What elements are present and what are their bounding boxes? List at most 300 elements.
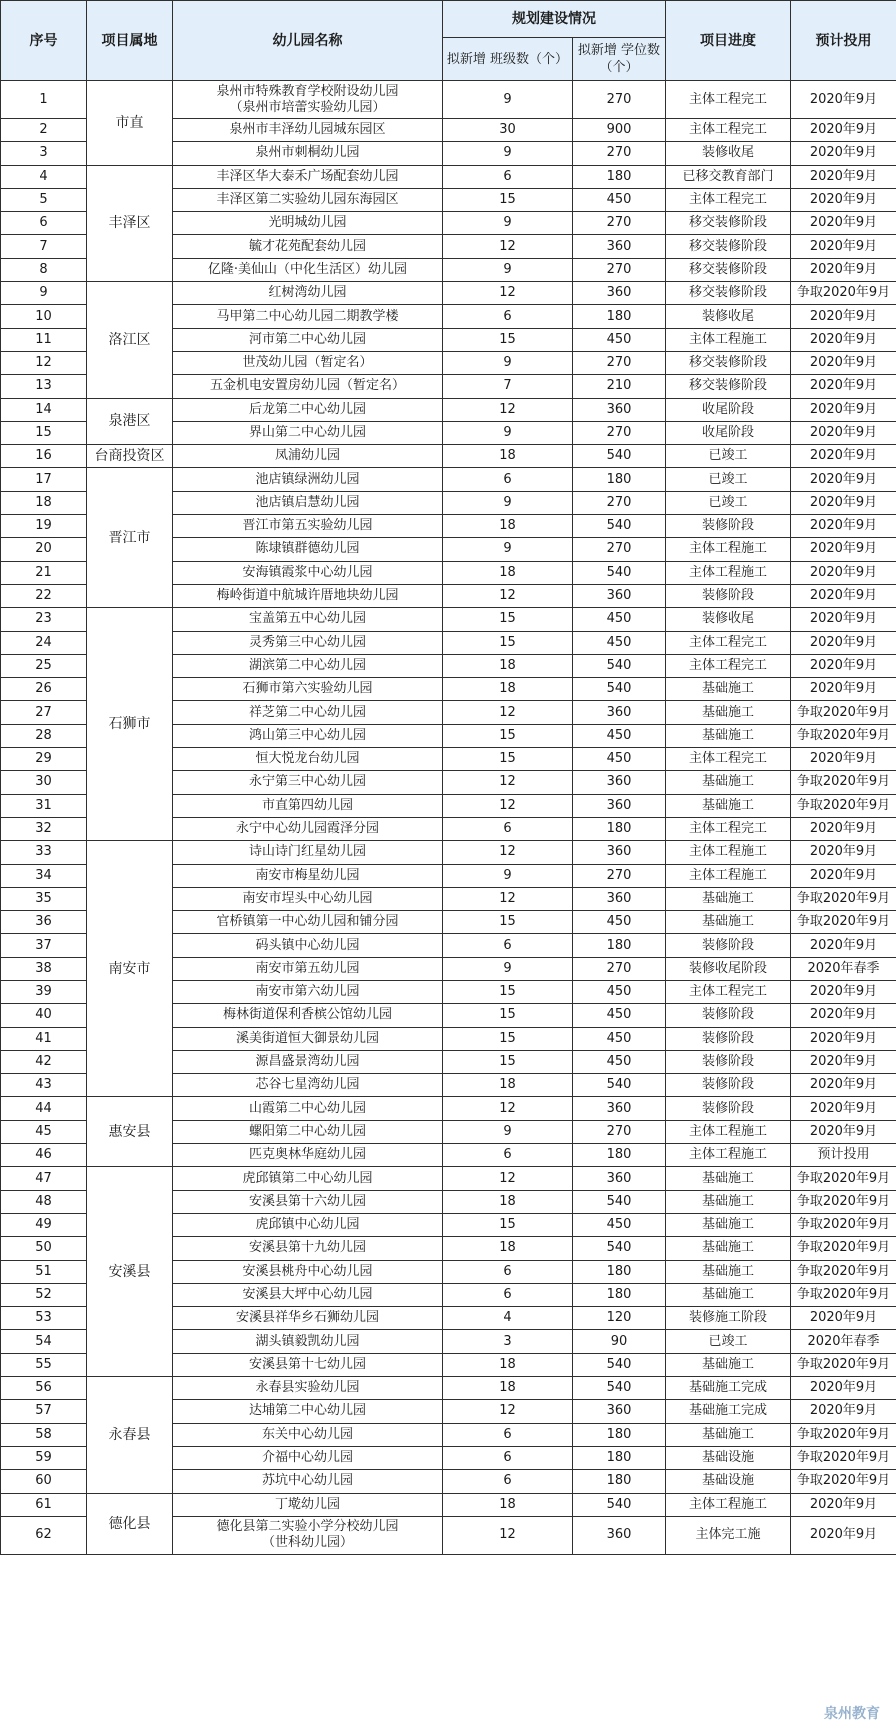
row-number: 32 xyxy=(1,817,87,840)
class-count: 15 xyxy=(443,328,573,351)
kindergarten-name: 山霞第二中心幼儿园 xyxy=(173,1097,443,1120)
seat-count: 270 xyxy=(573,258,666,281)
class-count: 6 xyxy=(443,934,573,957)
region-cell: 石狮市 xyxy=(87,608,173,841)
seat-count: 120 xyxy=(573,1307,666,1330)
kindergarten-name: 石狮市第六实验幼儿园 xyxy=(173,678,443,701)
seat-count: 180 xyxy=(573,934,666,957)
project-progress: 主体工程完工 xyxy=(666,188,791,211)
expected-date: 2020年9月 xyxy=(791,119,896,142)
project-progress: 主体工程完工 xyxy=(666,980,791,1003)
kindergarten-name: 安溪县大坪中心幼儿园 xyxy=(173,1283,443,1306)
kindergarten-name: 陈埭镇群德幼儿园 xyxy=(173,538,443,561)
row-number: 9 xyxy=(1,282,87,305)
seat-count: 900 xyxy=(573,119,666,142)
class-count: 18 xyxy=(443,561,573,584)
project-progress: 基础施工 xyxy=(666,1167,791,1190)
project-progress: 基础施工完成 xyxy=(666,1377,791,1400)
project-progress: 基础施工 xyxy=(666,1283,791,1306)
seat-count: 360 xyxy=(573,282,666,305)
region-cell: 洛江区 xyxy=(87,282,173,398)
class-count: 15 xyxy=(443,631,573,654)
expected-date: 争取2020年9月 xyxy=(791,1190,896,1213)
kindergarten-name: 界山第二中心幼儿园 xyxy=(173,421,443,444)
kindergarten-name: 南安市第五幼儿园 xyxy=(173,957,443,980)
expected-date: 争取2020年9月 xyxy=(791,1423,896,1446)
class-count: 12 xyxy=(443,1400,573,1423)
project-progress: 装修阶段 xyxy=(666,515,791,538)
project-progress: 移交装修阶段 xyxy=(666,258,791,281)
kindergarten-name: 南安市梅星幼儿园 xyxy=(173,864,443,887)
project-progress: 装修阶段 xyxy=(666,1074,791,1097)
project-progress: 装修收尾 xyxy=(666,305,791,328)
seat-count: 270 xyxy=(573,1120,666,1143)
expected-date: 2020年9月 xyxy=(791,934,896,957)
expected-date: 2020年9月 xyxy=(791,421,896,444)
class-count: 12 xyxy=(443,841,573,864)
project-progress: 主体工程完工 xyxy=(666,119,791,142)
kindergarten-name: 马甲第二中心幼儿园二期教学楼 xyxy=(173,305,443,328)
project-progress: 基础施工 xyxy=(666,911,791,934)
project-progress: 已竣工 xyxy=(666,1330,791,1353)
row-number: 52 xyxy=(1,1283,87,1306)
class-count: 12 xyxy=(443,1167,573,1190)
row-number: 53 xyxy=(1,1307,87,1330)
kindergarten-name: 五金机电安置房幼儿园（暂定名） xyxy=(173,375,443,398)
class-count: 15 xyxy=(443,911,573,934)
seat-count: 540 xyxy=(573,1237,666,1260)
expected-date: 争取2020年9月 xyxy=(791,1470,896,1493)
row-number: 18 xyxy=(1,491,87,514)
seat-count: 270 xyxy=(573,351,666,374)
expected-date: 争取2020年9月 xyxy=(791,1167,896,1190)
seat-count: 450 xyxy=(573,1213,666,1236)
seat-count: 450 xyxy=(573,724,666,747)
expected-date: 争取2020年9月 xyxy=(791,794,896,817)
kindergarten-name: 达埔第二中心幼儿园 xyxy=(173,1400,443,1423)
seat-count: 180 xyxy=(573,1144,666,1167)
row-number: 41 xyxy=(1,1027,87,1050)
project-progress: 主体工程施工 xyxy=(666,538,791,561)
seat-count: 210 xyxy=(573,375,666,398)
class-count: 18 xyxy=(443,1377,573,1400)
seat-count: 540 xyxy=(573,515,666,538)
kindergarten-name: 凤浦幼儿园 xyxy=(173,445,443,468)
expected-date: 争取2020年9月 xyxy=(791,1353,896,1376)
seat-count: 180 xyxy=(573,1446,666,1469)
row-number: 7 xyxy=(1,235,87,258)
class-count: 9 xyxy=(443,258,573,281)
project-progress: 已竣工 xyxy=(666,468,791,491)
class-count: 9 xyxy=(443,491,573,514)
row-number: 28 xyxy=(1,724,87,747)
class-count: 12 xyxy=(443,887,573,910)
expected-date: 争取2020年9月 xyxy=(791,1283,896,1306)
kindergarten-name: 市直第四幼儿园 xyxy=(173,794,443,817)
kindergarten-name: 永春县实验幼儿园 xyxy=(173,1377,443,1400)
watermark-logo: 泉州教育 xyxy=(824,1706,880,1722)
kindergarten-name: 东关中心幼儿园 xyxy=(173,1423,443,1446)
seat-count: 360 xyxy=(573,235,666,258)
seat-count: 270 xyxy=(573,957,666,980)
class-count: 6 xyxy=(443,817,573,840)
class-count: 15 xyxy=(443,1027,573,1050)
expected-date: 2020年9月 xyxy=(791,81,896,119)
row-number: 23 xyxy=(1,608,87,631)
table-row xyxy=(1,468,896,491)
expected-date: 2020年9月 xyxy=(791,1074,896,1097)
kindergarten-name: 亿隆·美仙山（中化生活区）幼儿园 xyxy=(173,258,443,281)
class-count: 15 xyxy=(443,980,573,1003)
class-count: 12 xyxy=(443,398,573,421)
row-number: 59 xyxy=(1,1446,87,1469)
expected-date: 2020年9月 xyxy=(791,468,896,491)
class-count: 18 xyxy=(443,515,573,538)
class-count: 9 xyxy=(443,538,573,561)
kindergarten-name: 池店镇绿洲幼儿园 xyxy=(173,468,443,491)
kindergarten-name: 匹克奥林华庭幼儿园 xyxy=(173,1144,443,1167)
row-number: 56 xyxy=(1,1377,87,1400)
expected-date: 2020年9月 xyxy=(791,328,896,351)
region-cell: 台商投资区 xyxy=(87,445,173,468)
kindergarten-name: 诗山诗门红星幼儿园 xyxy=(173,841,443,864)
project-progress: 主体工程施工 xyxy=(666,328,791,351)
kindergarten-name: 宝盖第五中心幼儿园 xyxy=(173,608,443,631)
row-number: 11 xyxy=(1,328,87,351)
project-progress: 装修阶段 xyxy=(666,1050,791,1073)
class-count: 15 xyxy=(443,188,573,211)
project-progress: 基础施工 xyxy=(666,724,791,747)
seat-count: 180 xyxy=(573,468,666,491)
expected-date: 2020年9月 xyxy=(791,1400,896,1423)
project-progress: 基础施工 xyxy=(666,1423,791,1446)
class-count: 18 xyxy=(443,654,573,677)
class-count: 12 xyxy=(443,771,573,794)
class-count: 15 xyxy=(443,1004,573,1027)
row-number: 43 xyxy=(1,1074,87,1097)
kindergarten-name: 芯谷七星湾幼儿园 xyxy=(173,1074,443,1097)
region-cell: 永春县 xyxy=(87,1377,173,1493)
region-cell: 惠安县 xyxy=(87,1097,173,1167)
class-count: 30 xyxy=(443,119,573,142)
row-number: 47 xyxy=(1,1167,87,1190)
class-count: 12 xyxy=(443,794,573,817)
seat-count: 270 xyxy=(573,491,666,514)
kindergarten-name: 湖滨第二中心幼儿园 xyxy=(173,654,443,677)
class-count: 6 xyxy=(443,468,573,491)
row-number: 14 xyxy=(1,398,87,421)
header-plan: 规划建设情况 xyxy=(443,1,666,38)
expected-date: 2020年9月 xyxy=(791,1027,896,1050)
project-progress: 基础设施 xyxy=(666,1446,791,1469)
project-progress: 基础施工 xyxy=(666,1213,791,1236)
seat-count: 540 xyxy=(573,1377,666,1400)
region-cell: 晋江市 xyxy=(87,468,173,608)
seat-count: 180 xyxy=(573,817,666,840)
row-number: 3 xyxy=(1,142,87,165)
class-count: 18 xyxy=(443,1190,573,1213)
expected-date: 2020年春季 xyxy=(791,957,896,980)
project-progress: 装修施工阶段 xyxy=(666,1307,791,1330)
kindergarten-name: 溪美街道恒大御景幼儿园 xyxy=(173,1027,443,1050)
kindergarten-name: 灵秀第三中心幼儿园 xyxy=(173,631,443,654)
row-number: 58 xyxy=(1,1423,87,1446)
seat-count: 450 xyxy=(573,1004,666,1027)
project-progress: 基础施工完成 xyxy=(666,1400,791,1423)
row-number: 1 xyxy=(1,81,87,119)
row-number: 22 xyxy=(1,584,87,607)
row-number: 61 xyxy=(1,1493,87,1516)
class-count: 15 xyxy=(443,1050,573,1073)
expected-date: 2020年9月 xyxy=(791,235,896,258)
seat-count: 450 xyxy=(573,328,666,351)
class-count: 18 xyxy=(443,1074,573,1097)
class-count: 9 xyxy=(443,142,573,165)
kindergarten-name: 晋江市第五实验幼儿园 xyxy=(173,515,443,538)
row-number: 57 xyxy=(1,1400,87,1423)
seat-count: 270 xyxy=(573,142,666,165)
project-progress: 移交装修阶段 xyxy=(666,235,791,258)
expected-date: 2020年9月 xyxy=(791,748,896,771)
class-count: 15 xyxy=(443,748,573,771)
seat-count: 450 xyxy=(573,980,666,1003)
expected-date: 2020年9月 xyxy=(791,515,896,538)
seat-count: 540 xyxy=(573,1493,666,1516)
row-number: 16 xyxy=(1,445,87,468)
kindergarten-name: 源昌盛景湾幼儿园 xyxy=(173,1050,443,1073)
seat-count: 540 xyxy=(573,1074,666,1097)
project-progress: 装修阶段 xyxy=(666,584,791,607)
kindergarten-name: 泉州市丰泽幼儿园城东园区 xyxy=(173,119,443,142)
seat-count: 360 xyxy=(573,841,666,864)
seat-count: 270 xyxy=(573,212,666,235)
kindergarten-name: 池店镇启慧幼儿园 xyxy=(173,491,443,514)
seat-count: 180 xyxy=(573,305,666,328)
region-cell: 泉港区 xyxy=(87,398,173,445)
project-progress: 基础施工 xyxy=(666,1260,791,1283)
project-progress: 移交装修阶段 xyxy=(666,375,791,398)
class-count: 18 xyxy=(443,445,573,468)
expected-date: 争取2020年9月 xyxy=(791,1446,896,1469)
class-count: 12 xyxy=(443,282,573,305)
kindergarten-name: 安溪县第十六幼儿园 xyxy=(173,1190,443,1213)
table-row xyxy=(1,165,896,188)
kindergarten-name: 南安市第六幼儿园 xyxy=(173,980,443,1003)
expected-date: 2020年9月 xyxy=(791,1004,896,1027)
expected-date: 2020年9月 xyxy=(791,258,896,281)
class-count: 7 xyxy=(443,375,573,398)
row-number: 48 xyxy=(1,1190,87,1213)
row-number: 8 xyxy=(1,258,87,281)
row-number: 26 xyxy=(1,678,87,701)
seat-count: 450 xyxy=(573,1027,666,1050)
project-progress: 基础施工 xyxy=(666,701,791,724)
kindergarten-name: 丰泽区华大泰禾广场配套幼儿园 xyxy=(173,165,443,188)
kindergarten-name: 河市第二中心幼儿园 xyxy=(173,328,443,351)
kindergarten-name: 祥芝第二中心幼儿园 xyxy=(173,701,443,724)
kindergarten-name: 螺阳第二中心幼儿园 xyxy=(173,1120,443,1143)
seat-count: 450 xyxy=(573,1050,666,1073)
kindergarten-name: 泉州市刺桐幼儿园 xyxy=(173,142,443,165)
row-number: 38 xyxy=(1,957,87,980)
kindergarten-name: 泉州市特殊教育学校附设幼儿园 （泉州市培蕾实验幼儿园） xyxy=(173,81,443,119)
header-progress: 项目进度 xyxy=(666,1,791,81)
class-count: 6 xyxy=(443,1144,573,1167)
seat-count: 360 xyxy=(573,1097,666,1120)
row-number: 46 xyxy=(1,1144,87,1167)
seat-count: 180 xyxy=(573,1470,666,1493)
class-count: 15 xyxy=(443,608,573,631)
row-number: 42 xyxy=(1,1050,87,1073)
expected-date: 争取2020年9月 xyxy=(791,1260,896,1283)
project-progress: 移交装修阶段 xyxy=(666,351,791,374)
expected-date: 2020年春季 xyxy=(791,1330,896,1353)
project-progress: 主体工程施工 xyxy=(666,1120,791,1143)
seat-count: 360 xyxy=(573,794,666,817)
seat-count: 90 xyxy=(573,1330,666,1353)
seat-count: 270 xyxy=(573,421,666,444)
row-number: 44 xyxy=(1,1097,87,1120)
header-name: 幼儿园名称 xyxy=(173,1,443,81)
project-progress: 装修收尾 xyxy=(666,142,791,165)
table-row xyxy=(1,445,896,468)
kindergarten-name: 梅岭街道中航城许厝地块幼儿园 xyxy=(173,584,443,607)
class-count: 15 xyxy=(443,724,573,747)
class-count: 9 xyxy=(443,421,573,444)
expected-date: 2020年9月 xyxy=(791,1493,896,1516)
row-number: 34 xyxy=(1,864,87,887)
kindergarten-name: 永宁第三中心幼儿园 xyxy=(173,771,443,794)
kindergarten-name: 德化县第二实验小学分校幼儿园 （世科幼儿园） xyxy=(173,1516,443,1554)
expected-date: 2020年9月 xyxy=(791,1097,896,1120)
row-number: 40 xyxy=(1,1004,87,1027)
kindergarten-name: 安溪县祥华乡石狮幼儿园 xyxy=(173,1307,443,1330)
class-count: 3 xyxy=(443,1330,573,1353)
expected-date: 预计投用 xyxy=(791,1144,896,1167)
seat-count: 360 xyxy=(573,771,666,794)
project-progress: 基础施工 xyxy=(666,1237,791,1260)
table-row xyxy=(1,841,896,864)
project-progress: 装修收尾阶段 xyxy=(666,957,791,980)
row-number: 27 xyxy=(1,701,87,724)
row-number: 20 xyxy=(1,538,87,561)
row-number: 4 xyxy=(1,165,87,188)
kindergarten-name: 鸿山第三中心幼儿园 xyxy=(173,724,443,747)
kindergarten-name: 安溪县桃舟中心幼儿园 xyxy=(173,1260,443,1283)
region-cell: 安溪县 xyxy=(87,1167,173,1377)
expected-date: 2020年9月 xyxy=(791,608,896,631)
kindergarten-name: 南安市埕头中心幼儿园 xyxy=(173,887,443,910)
row-number: 15 xyxy=(1,421,87,444)
row-number: 29 xyxy=(1,748,87,771)
expected-date: 2020年9月 xyxy=(791,980,896,1003)
expected-date: 争取2020年9月 xyxy=(791,1237,896,1260)
project-progress: 主体完工施 xyxy=(666,1516,791,1554)
expected-date: 争取2020年9月 xyxy=(791,724,896,747)
expected-date: 2020年9月 xyxy=(791,817,896,840)
table-row xyxy=(1,398,896,421)
class-count: 18 xyxy=(443,1353,573,1376)
row-number: 60 xyxy=(1,1470,87,1493)
project-progress: 已竣工 xyxy=(666,491,791,514)
class-count: 18 xyxy=(443,1493,573,1516)
seat-count: 270 xyxy=(573,538,666,561)
expected-date: 争取2020年9月 xyxy=(791,701,896,724)
project-progress: 基础施工 xyxy=(666,1190,791,1213)
kindergarten-name: 毓才花苑配套幼儿园 xyxy=(173,235,443,258)
kindergarten-name: 官桥镇第一中心幼儿园和铺分园 xyxy=(173,911,443,934)
class-count: 9 xyxy=(443,864,573,887)
expected-date: 2020年9月 xyxy=(791,491,896,514)
project-progress: 基础设施 xyxy=(666,1470,791,1493)
class-count: 15 xyxy=(443,1213,573,1236)
class-count: 9 xyxy=(443,1120,573,1143)
class-count: 18 xyxy=(443,678,573,701)
seat-count: 360 xyxy=(573,584,666,607)
expected-date: 2020年9月 xyxy=(791,1516,896,1554)
header-seats: 拟新增 学位数（个） xyxy=(573,38,666,81)
row-number: 31 xyxy=(1,794,87,817)
project-progress: 基础施工 xyxy=(666,794,791,817)
kindergarten-name: 红树湾幼儿园 xyxy=(173,282,443,305)
class-count: 12 xyxy=(443,1097,573,1120)
class-count: 18 xyxy=(443,1237,573,1260)
seat-count: 540 xyxy=(573,1190,666,1213)
project-progress: 主体工程施工 xyxy=(666,561,791,584)
table-row xyxy=(1,282,896,305)
project-progress: 基础施工 xyxy=(666,678,791,701)
table-row xyxy=(1,608,896,631)
row-number: 39 xyxy=(1,980,87,1003)
expected-date: 争取2020年9月 xyxy=(791,1213,896,1236)
project-progress: 基础施工 xyxy=(666,1353,791,1376)
class-count: 6 xyxy=(443,1423,573,1446)
kindergarten-name: 梅林街道保利香槟公馆幼儿园 xyxy=(173,1004,443,1027)
row-number: 17 xyxy=(1,468,87,491)
expected-date: 2020年9月 xyxy=(791,188,896,211)
row-number: 25 xyxy=(1,654,87,677)
project-progress: 收尾阶段 xyxy=(666,398,791,421)
seat-count: 180 xyxy=(573,1423,666,1446)
table-row xyxy=(1,1167,896,1190)
seat-count: 180 xyxy=(573,1260,666,1283)
table-row xyxy=(1,1377,896,1400)
seat-count: 450 xyxy=(573,631,666,654)
kindergarten-name: 介福中心幼儿园 xyxy=(173,1446,443,1469)
project-progress: 主体工程完工 xyxy=(666,817,791,840)
expected-date: 争取2020年9月 xyxy=(791,887,896,910)
region-cell: 丰泽区 xyxy=(87,165,173,281)
row-number: 45 xyxy=(1,1120,87,1143)
seat-count: 360 xyxy=(573,887,666,910)
project-progress: 主体工程完工 xyxy=(666,81,791,119)
row-number: 50 xyxy=(1,1237,87,1260)
seat-count: 450 xyxy=(573,608,666,631)
expected-date: 2020年9月 xyxy=(791,1050,896,1073)
kindergarten-name: 光明城幼儿园 xyxy=(173,212,443,235)
class-count: 9 xyxy=(443,351,573,374)
table-body xyxy=(1,81,896,1555)
seat-count: 540 xyxy=(573,445,666,468)
class-count: 6 xyxy=(443,1260,573,1283)
kindergarten-name: 后龙第二中心幼儿园 xyxy=(173,398,443,421)
expected-date: 2020年9月 xyxy=(791,1307,896,1330)
row-number: 24 xyxy=(1,631,87,654)
expected-date: 2020年9月 xyxy=(791,398,896,421)
row-number: 6 xyxy=(1,212,87,235)
project-progress: 基础施工 xyxy=(666,887,791,910)
expected-date: 争取2020年9月 xyxy=(791,911,896,934)
